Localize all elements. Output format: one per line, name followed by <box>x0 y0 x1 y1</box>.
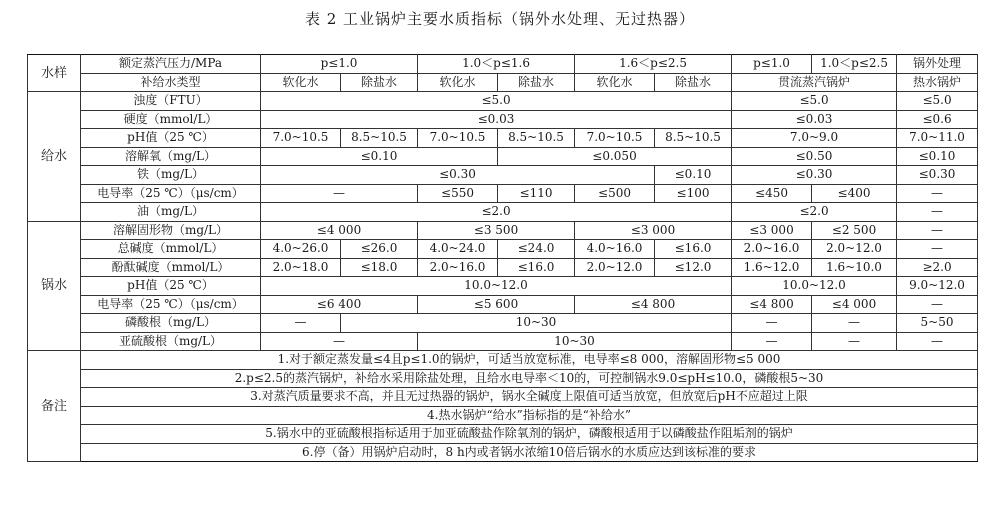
row-label: 酚酞碱度（mmol/L） <box>81 258 261 277</box>
header-row-supply <box>28 73 978 92</box>
cell: ≤0.50 <box>732 147 897 166</box>
cell: 5~50 <box>897 314 978 333</box>
cell: 10~30 <box>418 332 732 351</box>
cell: — <box>897 240 978 259</box>
cell: — <box>732 314 812 333</box>
cell: 8.5~10.5 <box>341 129 418 148</box>
cell: — <box>812 332 897 351</box>
cell: — <box>897 332 978 351</box>
cell: — <box>261 184 418 203</box>
feed-water-group: 给水 <box>28 92 81 222</box>
table-row <box>28 110 978 129</box>
cell: ≤2.0 <box>261 203 732 222</box>
cell: 8.5~10.5 <box>498 129 575 148</box>
cell: ≤3 000 <box>575 221 732 240</box>
note-item: 4.热水锅炉“给水”指标指的是“补给水” <box>81 406 978 425</box>
row-label: 溶解固形物（mg/L） <box>81 221 261 240</box>
table-row <box>28 277 978 296</box>
demin-water-2: 除盐水 <box>498 73 575 92</box>
cell: ≤0.30 <box>261 166 655 185</box>
cell: ≤5.0 <box>261 92 732 111</box>
hot-water-boiler: 热水锅炉 <box>897 73 978 92</box>
cell: ≤0.050 <box>498 147 732 166</box>
cell: ≤5.0 <box>897 92 978 111</box>
table-row <box>28 240 978 259</box>
cell: ≤0.10 <box>261 147 498 166</box>
cell: 8.5~10.5 <box>655 129 732 148</box>
row-label: 总碱度（mmol/L） <box>81 240 261 259</box>
cell: ≤550 <box>418 184 498 203</box>
cell: ≤500 <box>575 184 655 203</box>
row-label: 浊度（FTU） <box>81 92 261 111</box>
pressure-range-3: 1.6＜p≤2.5 <box>575 55 732 74</box>
cell: ≥2.0 <box>897 258 978 277</box>
table-row <box>28 129 978 148</box>
cell: ≤3 500 <box>418 221 575 240</box>
table-row <box>28 258 978 277</box>
row-label: 油（mg/L） <box>81 203 261 222</box>
cell: ≤2 500 <box>812 221 897 240</box>
row-label: 铁（mg/L） <box>81 166 261 185</box>
row-label: 硬度（mmol/L） <box>81 110 261 129</box>
table-row <box>28 184 978 203</box>
cell: ≤450 <box>732 184 812 203</box>
table-row <box>28 203 978 222</box>
cell: ≤3 000 <box>732 221 812 240</box>
cell: ≤2.0 <box>732 203 897 222</box>
sample-header: 水样 <box>28 55 81 92</box>
table-row <box>28 221 978 240</box>
table-row <box>28 92 978 111</box>
cell: ≤24.0 <box>498 240 575 259</box>
cell: ≤4 800 <box>732 295 812 314</box>
cell: — <box>732 332 812 351</box>
cell: — <box>897 203 978 222</box>
cell: 2.0~18.0 <box>261 258 341 277</box>
cell: ≤4 800 <box>575 295 732 314</box>
row-label: 溶解氧（mg/L） <box>81 147 261 166</box>
table-row <box>28 332 978 351</box>
note-row <box>28 425 978 444</box>
cell: ≤6 400 <box>261 295 418 314</box>
cell: 7.0~10.5 <box>261 129 341 148</box>
external-treatment-header: 锅外处理 <box>897 55 978 74</box>
cell: 10~30 <box>341 314 732 333</box>
soft-water-2: 软化水 <box>418 73 498 92</box>
pressure-header: 额定蒸汽压力/MPa <box>81 55 261 74</box>
cell: 4.0~16.0 <box>575 240 655 259</box>
note-row <box>28 369 978 388</box>
table-row <box>28 166 978 185</box>
cell: — <box>897 184 978 203</box>
demin-water-3: 除盐水 <box>655 73 732 92</box>
row-label: pH值（25 ℃） <box>81 277 261 296</box>
cell: 9.0~12.0 <box>897 277 978 296</box>
cell: — <box>261 332 418 351</box>
cell: 7.0~10.5 <box>575 129 655 148</box>
pressure-range-5: 1.0＜p≤2.5 <box>812 55 897 74</box>
cell: — <box>897 295 978 314</box>
pressure-range-1: p≤1.0 <box>261 55 418 74</box>
cell: ≤4 000 <box>812 295 897 314</box>
row-label: 电导率（25 ℃）（μs/cm） <box>81 295 261 314</box>
row-label: 磷酸根（mg/L） <box>81 314 261 333</box>
cell: ≤4 000 <box>261 221 418 240</box>
cell: ≤100 <box>655 184 732 203</box>
table-row <box>28 314 978 333</box>
note-row <box>28 388 978 407</box>
cell: — <box>812 314 897 333</box>
cell: 7.0~11.0 <box>897 129 978 148</box>
table-title: 表 2 工业锅炉主要水质指标（锅外水处理、无过热器） <box>304 10 696 28</box>
note-row <box>28 443 978 462</box>
soft-water-1: 软化水 <box>261 73 341 92</box>
cell: ≤400 <box>812 184 897 203</box>
cell: ≤18.0 <box>341 258 418 277</box>
cell: ≤110 <box>498 184 575 203</box>
note-item: 1.对于额定蒸发量≤4且p≤1.0的锅炉，可适当放宽标准，电导率≤8 000，溶解固形物≤5 000 <box>81 351 978 370</box>
cell: ≤26.0 <box>341 240 418 259</box>
cell: 10.0~12.0 <box>732 277 897 296</box>
cell: ≤5.0 <box>732 92 897 111</box>
cell: 4.0~26.0 <box>261 240 341 259</box>
cell: ≤16.0 <box>498 258 575 277</box>
cell: 2.0~16.0 <box>418 258 498 277</box>
pressure-range-4: p≤1.0 <box>732 55 812 74</box>
cell: 1.6~12.0 <box>732 258 812 277</box>
table-row <box>28 295 978 314</box>
supply-type-header: 补给水类型 <box>81 73 261 92</box>
cell: 7.0~9.0 <box>732 129 897 148</box>
note-item: 3.对蒸汽质量要求不高，并且无过热器的锅炉，锅水全碱度上限值可适当放宽，但放宽后pH不应超过上限 <box>81 388 978 407</box>
soft-water-3: 软化水 <box>575 73 655 92</box>
row-label: pH值（25 ℃） <box>81 129 261 148</box>
header-row-pressure <box>28 55 978 74</box>
cell: ≤0.10 <box>897 147 978 166</box>
notes-group: 备注 <box>28 351 81 462</box>
cell: 2.0~12.0 <box>812 240 897 259</box>
cell: ≤0.03 <box>732 110 897 129</box>
cell: — <box>261 314 341 333</box>
note-item: 2.p≤2.5的蒸汽锅炉，补给水采用除盐处理，且给水电导率＜10的，可控制锅水9.0≤pH≤10.0，磷酸根5~30 <box>81 369 978 388</box>
cell: 4.0~24.0 <box>418 240 498 259</box>
cell: 1.6~10.0 <box>812 258 897 277</box>
cell: 2.0~16.0 <box>732 240 812 259</box>
cell: ≤16.0 <box>655 240 732 259</box>
note-row <box>28 351 978 370</box>
cell: 2.0~12.0 <box>575 258 655 277</box>
cell: ≤0.30 <box>732 166 897 185</box>
cell: ≤0.30 <box>897 166 978 185</box>
cell: ≤0.03 <box>261 110 732 129</box>
row-label: 亚硫酸根（mg/L） <box>81 332 261 351</box>
pressure-range-2: 1.0＜p≤1.6 <box>418 55 575 74</box>
demin-water-1: 除盐水 <box>341 73 418 92</box>
boiler-water-group: 锅水 <box>28 221 81 351</box>
cell: ≤0.6 <box>897 110 978 129</box>
cell: ≤0.10 <box>655 166 732 185</box>
cell: ≤5 600 <box>418 295 575 314</box>
note-row <box>28 406 978 425</box>
row-label: 电导率（25 ℃）（μs/cm） <box>81 184 261 203</box>
note-item: 6.停（备）用锅炉启动时，8 h内或者锅水浓缩10倍后锅水的水质应达到该标准的要求 <box>81 443 978 462</box>
cell: 10.0~12.0 <box>261 277 732 296</box>
cell: ≤12.0 <box>655 258 732 277</box>
cell: — <box>897 221 978 240</box>
table-row <box>28 147 978 166</box>
water-quality-table <box>27 54 978 462</box>
once-through-boiler: 贯流蒸汽锅炉 <box>732 73 897 92</box>
note-item: 5.锅水中的亚硫酸根指标适用于加亚硫酸盐作除氧剂的锅炉，磷酸根适用于以磷酸盐作阻垢剂的锅炉 <box>81 425 978 444</box>
cell: 7.0~10.5 <box>418 129 498 148</box>
